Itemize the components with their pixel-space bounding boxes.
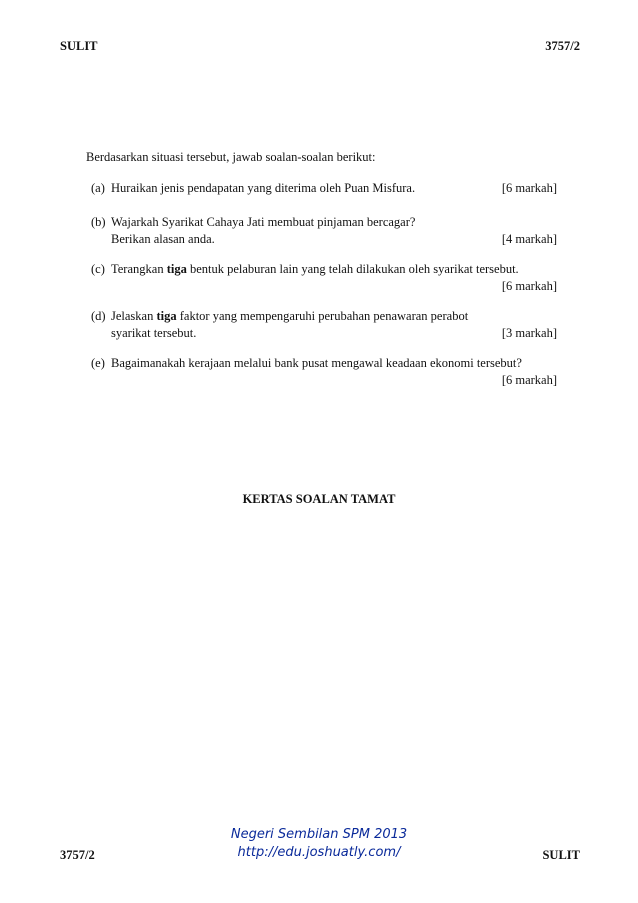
question-text-continued: Berikan alasan anda. — [111, 232, 215, 246]
marks: [3 markah] — [501, 326, 557, 340]
header-left: SULIT — [60, 39, 98, 53]
intro-text: Berdasarkan situasi tersebut, jawab soalan-soalan berikut: — [86, 150, 376, 164]
question-label: (e) — [91, 356, 105, 370]
question-label: (b) — [91, 215, 106, 229]
end-of-paper-text: KERTAS SOALAN TAMAT — [242, 492, 396, 506]
header-right: 3757/2 — [545, 39, 580, 53]
footer-right: SULIT — [542, 848, 580, 862]
marks: [6 markah] — [501, 181, 557, 195]
stamp-url: http://edu.joshuatly.com/ — [237, 845, 401, 860]
marks: [6 markah] — [501, 279, 557, 293]
question-c — [91, 261, 557, 295]
marks: [6 markah] — [501, 373, 557, 387]
question-text-bold: tiga — [166, 262, 187, 276]
stamp-line-1: Negeri Sembilan SPM 2013 — [230, 827, 408, 842]
marks: [4 markah] — [501, 232, 557, 246]
question-text-post: bentuk pelaburan lain yang telah dilakukan oleh syarikat tersebut. — [186, 262, 519, 276]
question-text-bold: tiga — [156, 309, 177, 323]
question-text: Bagaimanakah kerajaan melalui bank pusat mengawal keadaan ekonomi tersebut? — [111, 356, 522, 370]
question-label: (c) — [91, 262, 105, 276]
question-d — [91, 308, 557, 342]
question-label: (a) — [91, 181, 105, 195]
question-text-continued: syarikat tersebut. — [111, 326, 197, 340]
question-text-pre: Jelaskan — [111, 309, 157, 323]
question-text-pre: Terangkan — [111, 262, 167, 276]
question-a — [91, 180, 557, 197]
question-text: Huraikan jenis pendapatan yang diterima oleh Puan Misfura. — [111, 181, 416, 195]
question-label: (d) — [91, 309, 106, 323]
footer-left: 3757/2 — [60, 848, 95, 862]
question-e — [91, 355, 557, 389]
question-text-post: faktor yang mempengaruhi perubahan penawaran perabot — [176, 309, 469, 323]
question-b — [91, 214, 557, 248]
question-text: Wajarkah Syarikat Cahaya Jati membuat pinjaman bercagar? — [111, 215, 416, 229]
